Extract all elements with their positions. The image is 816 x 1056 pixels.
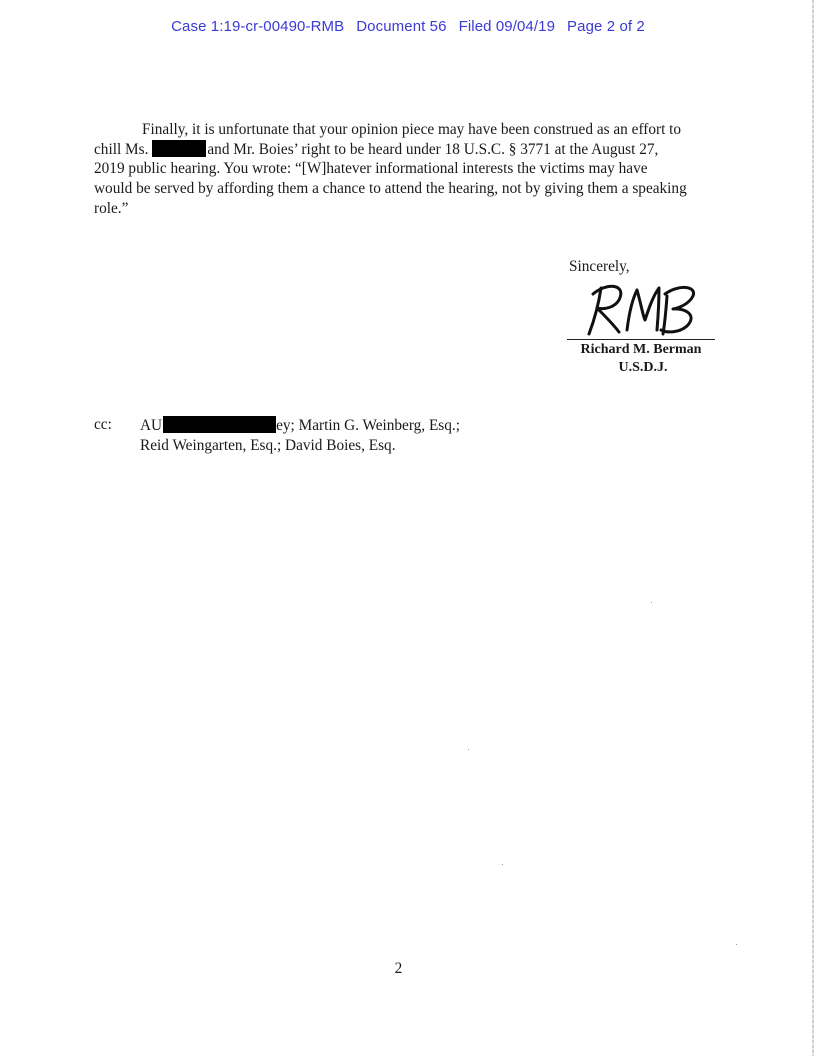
body-paragraph [94,120,716,219]
handwritten-signature [583,280,701,338]
closing-salutation: Sincerely, [569,258,630,275]
cc-label: cc: [94,416,112,433]
body-line: 2019 public hearing. You wrote: “[W]hatever informational interests the victims may have [94,160,648,178]
body-line: role.” [94,199,129,217]
body-line: would be served by affording them a chance to attend the hearing, not by giving them a speaking [94,180,687,198]
page-count: Page 2 of 2 [567,18,645,35]
page-number: 2 [394,960,403,977]
scan-speck [736,944,737,945]
cc-line: Reid Weingarten, Esq.; David Boies, Esq. [140,436,396,454]
filed-date: Filed 09/04/19 [458,18,556,35]
signature-line [567,339,715,340]
cc-recipients [140,416,460,455]
cc-text: ey; Martin G. Weinberg, Esq.; [276,417,460,434]
redaction-bar [163,416,276,433]
signer-title: U.S.D.J. [618,360,668,375]
signer-name: Richard M. Berman [580,342,702,357]
scan-speck [502,864,503,865]
body-text: chill Ms. [94,140,149,158]
page-edge [812,0,814,1056]
case-number: Case 1:19-cr-00490-RMB [171,18,345,35]
scan-speck [651,602,652,603]
scan-speck [468,749,469,750]
cc-text: AU [140,417,163,434]
body-line: Finally, it is unfortunate that your opinion piece may have been construed as an effort to [142,121,682,138]
ecf-filing-header [0,18,816,35]
body-text: and Mr. Boies’ right to be heard under 18 U.S.C. § 3771 at the August 27, [207,140,659,158]
cc-line [140,416,460,436]
body-line [94,140,716,160]
document-number: Document 56 [356,18,447,35]
redaction-bar [152,140,206,157]
